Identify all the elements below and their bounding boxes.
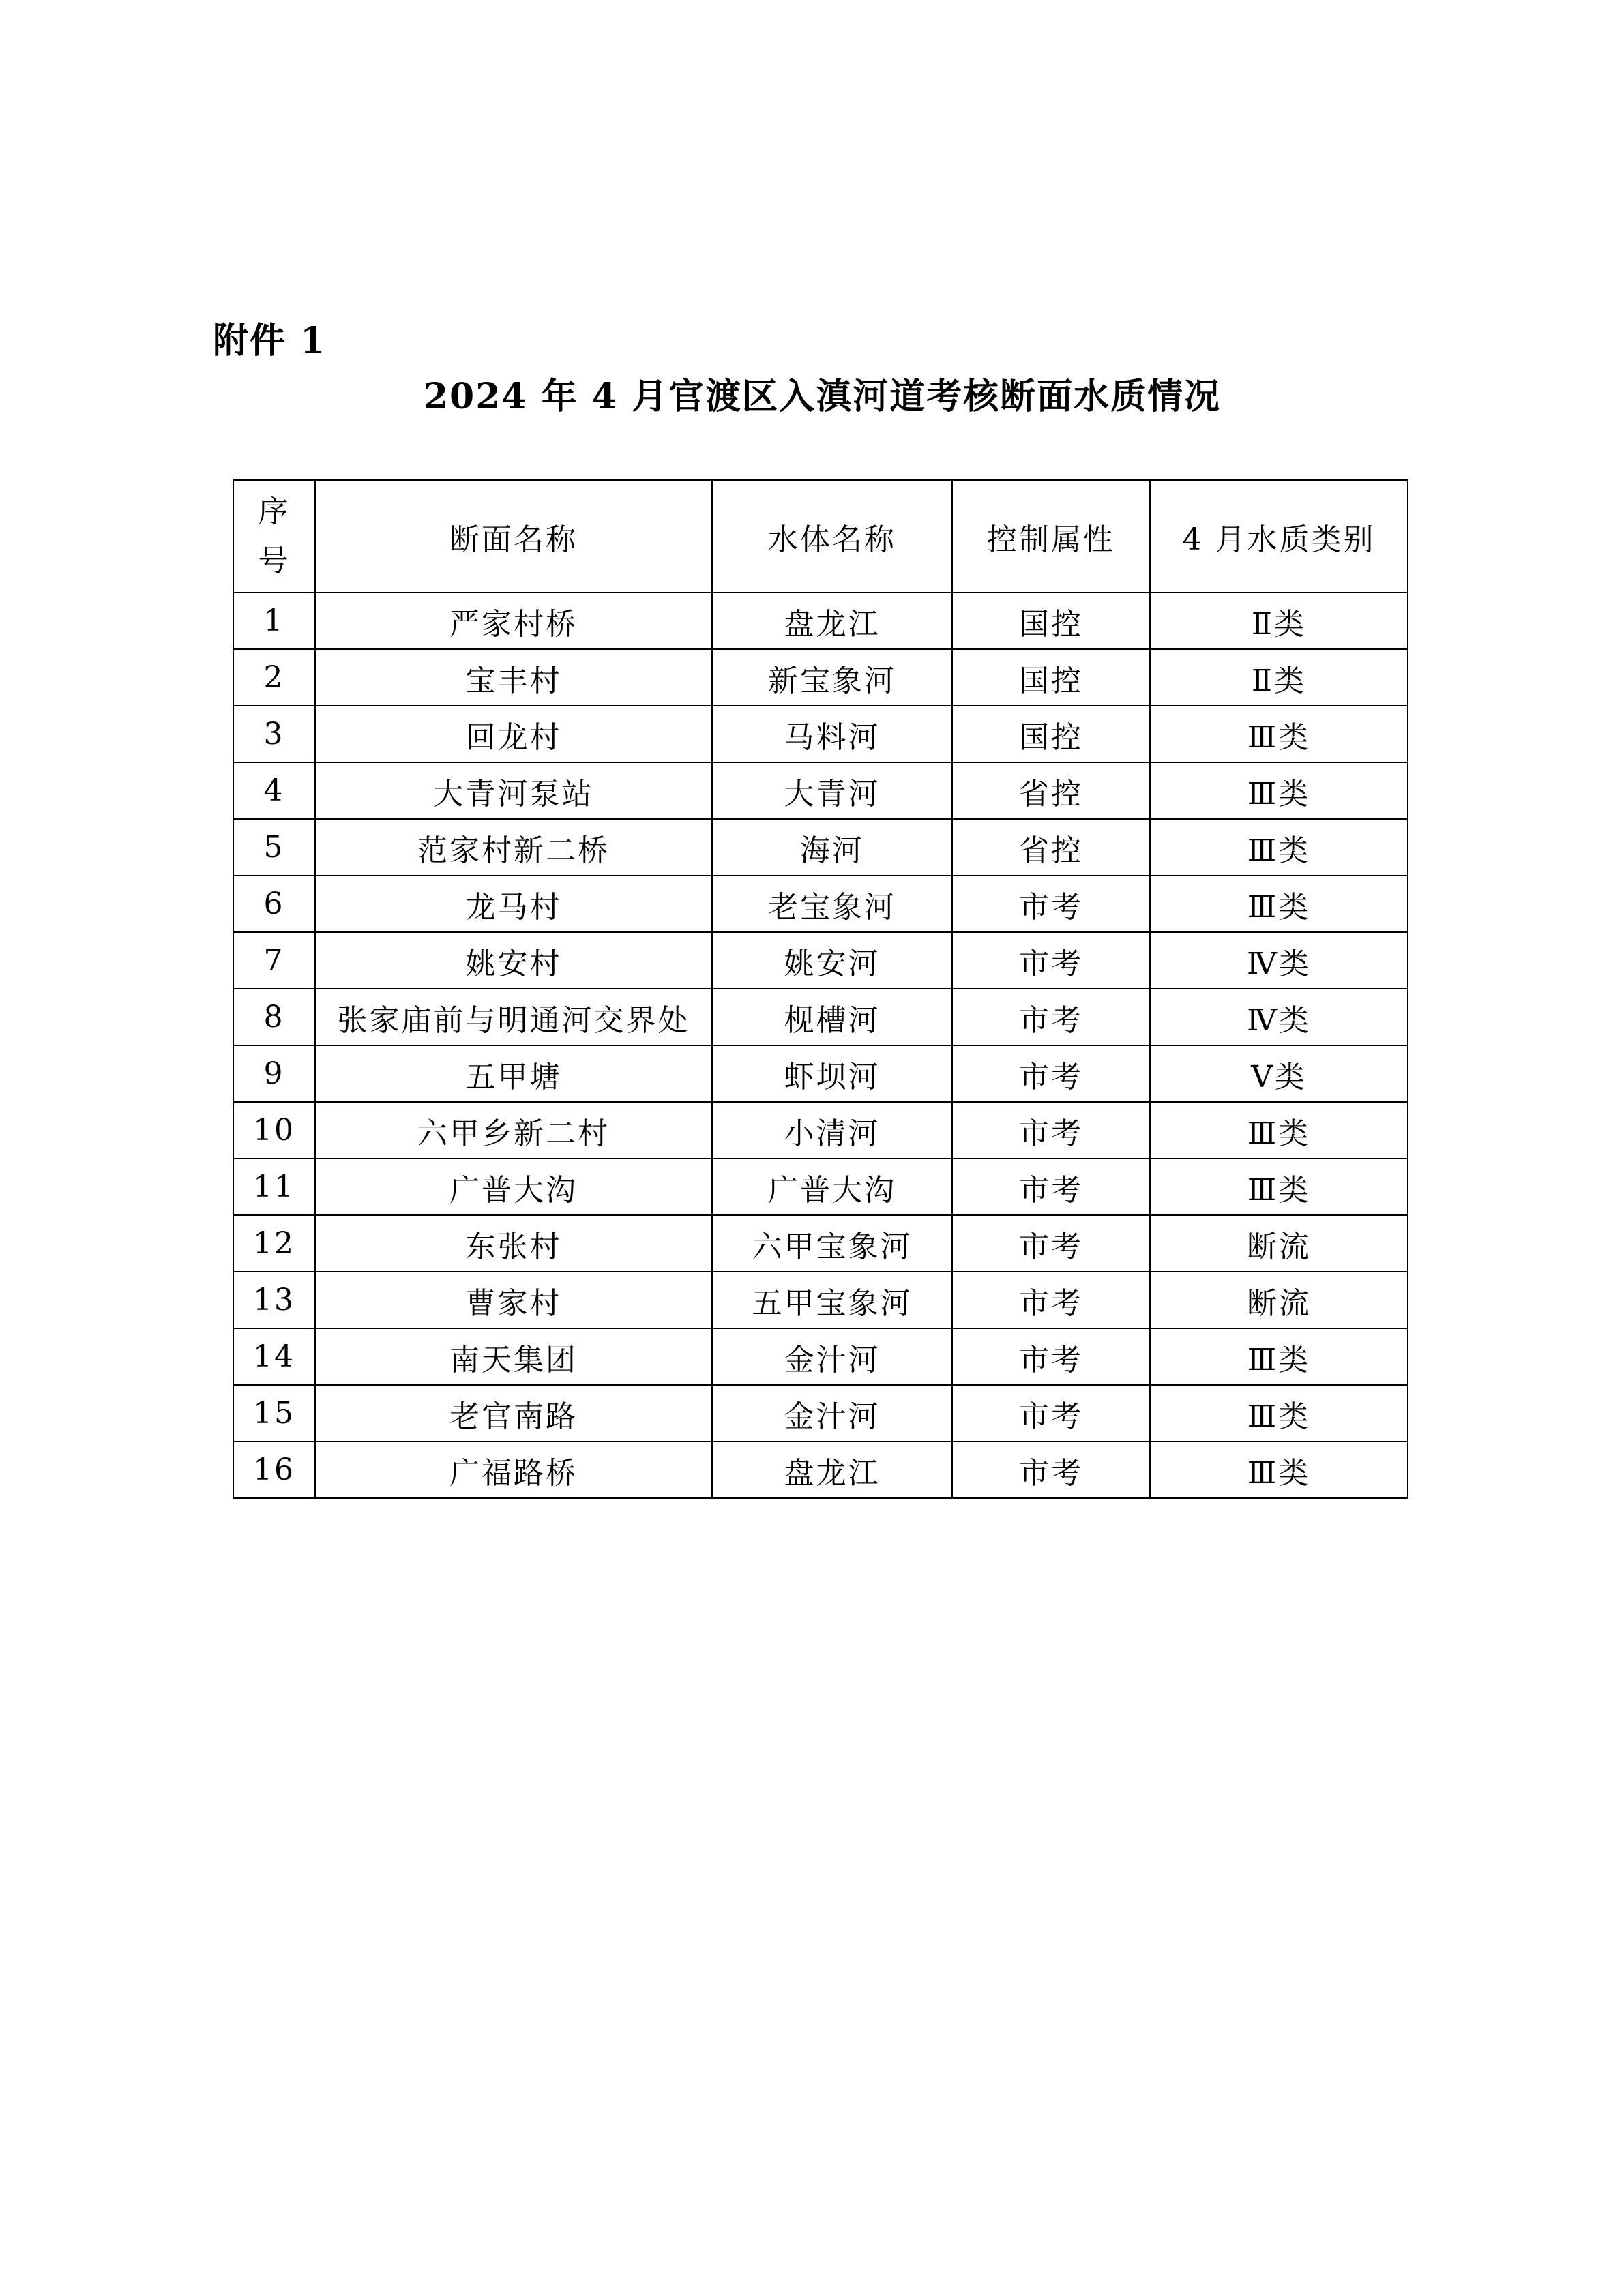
table-row	[233, 989, 1408, 1045]
header-control-attr: 控制属性	[952, 480, 1150, 593]
cell-water-body: 姚安河	[712, 932, 952, 989]
table-row	[233, 1328, 1408, 1385]
cell-control-attr: 市考	[952, 1215, 1150, 1272]
cell-section-name: 宝丰村	[315, 649, 712, 706]
cell-water-quality: Ⅴ类	[1150, 1045, 1408, 1102]
header-section-name: 断面名称	[315, 480, 712, 593]
cell-seq: 7	[233, 932, 315, 989]
cell-water-quality: Ⅱ类	[1150, 593, 1408, 649]
cell-seq: 13	[233, 1272, 315, 1328]
cell-control-attr: 市考	[952, 1045, 1150, 1102]
cell-water-body: 六甲宝象河	[712, 1215, 952, 1272]
cell-water-quality: Ⅲ类	[1150, 876, 1408, 932]
cell-water-quality: Ⅱ类	[1150, 649, 1408, 706]
cell-seq: 12	[233, 1215, 315, 1272]
cell-water-quality: Ⅲ类	[1150, 1159, 1408, 1215]
cell-water-body: 大青河	[712, 762, 952, 819]
table-body	[233, 593, 1408, 1498]
cell-seq: 1	[233, 593, 315, 649]
cell-water-body: 新宝象河	[712, 649, 952, 706]
cell-section-name: 老官南路	[315, 1385, 712, 1442]
cell-water-quality: Ⅲ类	[1150, 706, 1408, 762]
cell-control-attr: 市考	[952, 876, 1150, 932]
table-row	[233, 649, 1408, 706]
cell-section-name: 广普大沟	[315, 1159, 712, 1215]
cell-section-name: 大青河泵站	[315, 762, 712, 819]
cell-water-body: 盘龙江	[712, 1442, 952, 1498]
cell-seq: 5	[233, 819, 315, 876]
cell-water-quality: Ⅲ类	[1150, 1385, 1408, 1442]
cell-water-body: 金汁河	[712, 1328, 952, 1385]
cell-water-quality: Ⅲ类	[1150, 1328, 1408, 1385]
cell-water-quality: Ⅲ类	[1150, 1442, 1408, 1498]
cell-water-body: 枧槽河	[712, 989, 952, 1045]
cell-control-attr: 市考	[952, 932, 1150, 989]
cell-seq: 10	[233, 1102, 315, 1159]
header-seq-bottom: 号	[258, 543, 291, 578]
cell-water-body: 广普大沟	[712, 1159, 952, 1215]
header-seq-top: 序	[258, 494, 291, 529]
table-row	[233, 1159, 1408, 1215]
cell-section-name: 张家庙前与明通河交界处	[315, 989, 712, 1045]
cell-water-quality: 断流	[1150, 1272, 1408, 1328]
cell-section-name: 五甲塘	[315, 1045, 712, 1102]
cell-water-body: 马料河	[712, 706, 952, 762]
cell-section-name: 东张村	[315, 1215, 712, 1272]
cell-water-body: 盘龙江	[712, 593, 952, 649]
cell-water-body: 虾坝河	[712, 1045, 952, 1102]
cell-control-attr: 市考	[952, 1442, 1150, 1498]
table-row	[233, 762, 1408, 819]
table-row	[233, 1272, 1408, 1328]
cell-water-body: 五甲宝象河	[712, 1272, 952, 1328]
page-title: 2024 年 4 月官渡区入滇河道考核断面水质情况	[423, 376, 1222, 417]
cell-seq: 8	[233, 989, 315, 1045]
cell-water-body: 海河	[712, 819, 952, 876]
table-row	[233, 932, 1408, 989]
cell-seq: 3	[233, 706, 315, 762]
cell-section-name: 范家村新二桥	[315, 819, 712, 876]
cell-water-quality: Ⅲ类	[1150, 819, 1408, 876]
cell-section-name: 姚安村	[315, 932, 712, 989]
cell-seq: 11	[233, 1159, 315, 1215]
cell-section-name: 南天集团	[315, 1328, 712, 1385]
cell-water-body: 老宝象河	[712, 876, 952, 932]
table-row	[233, 819, 1408, 876]
cell-water-quality: 断流	[1150, 1215, 1408, 1272]
cell-water-body: 金汁河	[712, 1385, 952, 1442]
table-row	[233, 876, 1408, 932]
cell-water-quality: Ⅲ类	[1150, 762, 1408, 819]
cell-control-attr: 国控	[952, 649, 1150, 706]
cell-section-name: 严家村桥	[315, 593, 712, 649]
cell-control-attr: 国控	[952, 593, 1150, 649]
cell-seq: 6	[233, 876, 315, 932]
cell-seq: 16	[233, 1442, 315, 1498]
cell-section-name: 六甲乡新二村	[315, 1102, 712, 1159]
table-header-row	[233, 480, 1408, 593]
cell-seq: 2	[233, 649, 315, 706]
cell-control-attr: 市考	[952, 1328, 1150, 1385]
cell-control-attr: 市考	[952, 1159, 1150, 1215]
cell-seq: 14	[233, 1328, 315, 1385]
cell-water-quality: Ⅲ类	[1150, 1102, 1408, 1159]
cell-control-attr: 市考	[952, 989, 1150, 1045]
table-row	[233, 706, 1408, 762]
cell-water-quality: Ⅳ类	[1150, 989, 1408, 1045]
header-water-quality: 4 月水质类别	[1150, 480, 1408, 593]
table-row	[233, 1045, 1408, 1102]
table-row	[233, 1215, 1408, 1272]
water-quality-table	[233, 479, 1408, 1499]
cell-control-attr: 市考	[952, 1272, 1150, 1328]
table-row	[233, 1102, 1408, 1159]
cell-seq: 9	[233, 1045, 315, 1102]
cell-control-attr: 市考	[952, 1385, 1150, 1442]
cell-section-name: 龙马村	[315, 876, 712, 932]
cell-section-name: 广福路桥	[315, 1442, 712, 1498]
cell-control-attr: 国控	[952, 706, 1150, 762]
cell-seq: 15	[233, 1385, 315, 1442]
cell-water-quality: Ⅳ类	[1150, 932, 1408, 989]
table-row	[233, 1385, 1408, 1442]
cell-seq: 4	[233, 762, 315, 819]
cell-control-attr: 市考	[952, 1102, 1150, 1159]
cell-water-body: 小清河	[712, 1102, 952, 1159]
attachment-label: 附件 1	[213, 320, 327, 361]
table-row	[233, 1442, 1408, 1498]
header-seq	[233, 480, 315, 593]
cell-section-name: 曹家村	[315, 1272, 712, 1328]
cell-section-name: 回龙村	[315, 706, 712, 762]
cell-control-attr: 省控	[952, 819, 1150, 876]
header-water-body: 水体名称	[712, 480, 952, 593]
cell-control-attr: 省控	[952, 762, 1150, 819]
table-row	[233, 593, 1408, 649]
